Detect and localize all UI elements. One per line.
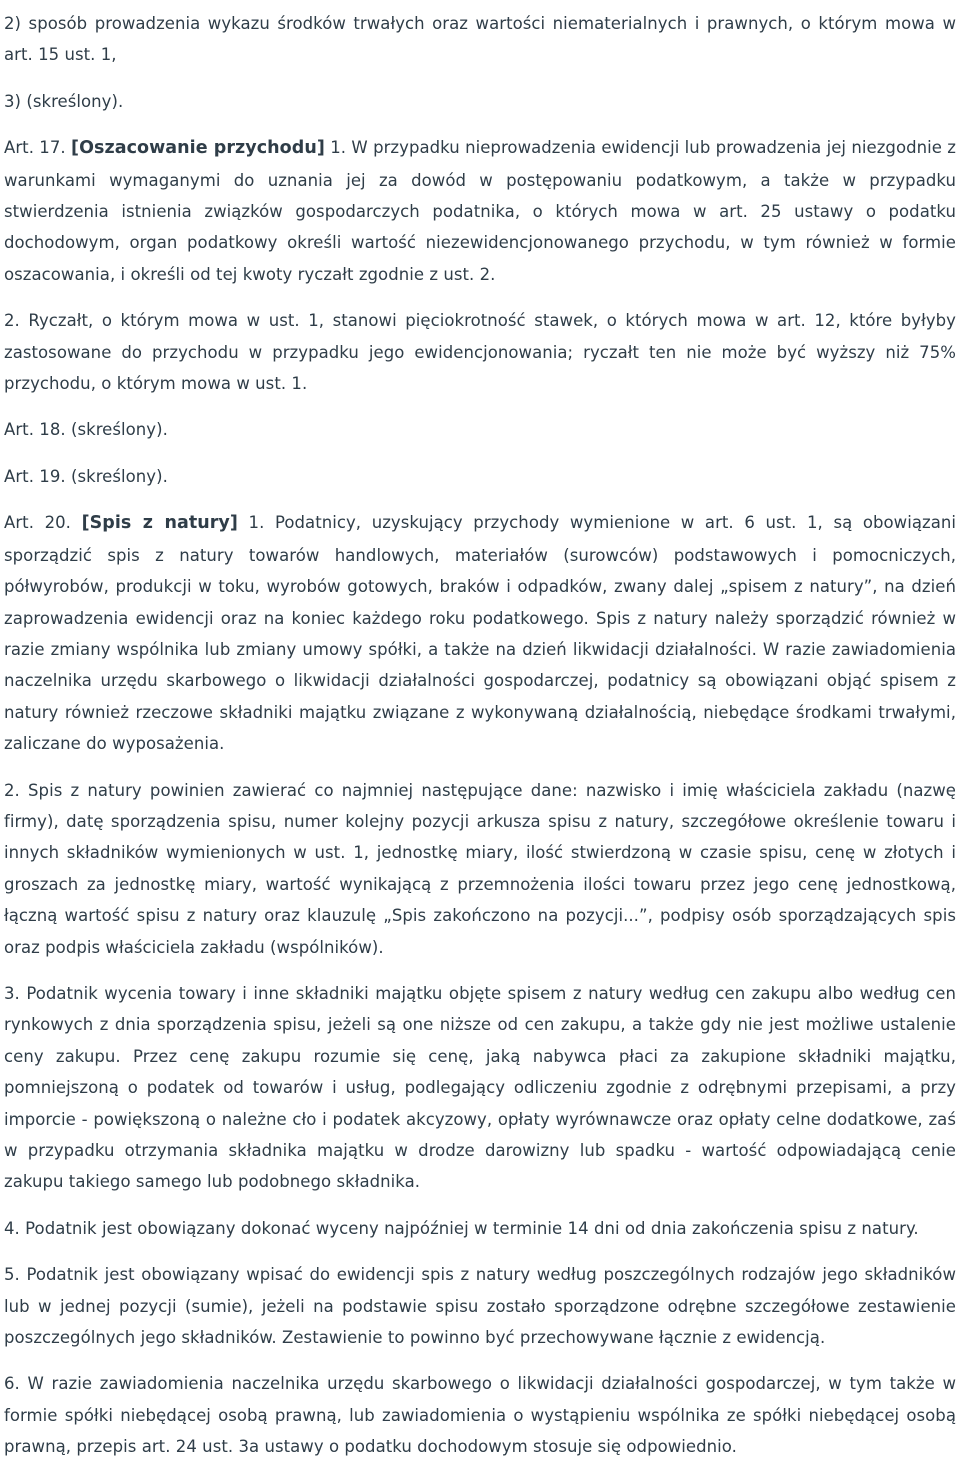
paragraph-art20-ust6 (4, 1368, 956, 1462)
paragraph-art19 (4, 461, 956, 492)
paragraph-text: 1. Podatnicy, uzyskujący przychody wymienione w art. 6 ust. 1, są obowiązani sporządzić spis z natury towarów handlowych, materiałów (surowców) podstawowych i pomocniczych, półwyrobów, produkcji w toku, wyrobów gotowych, braków i odpadków, zwany dalej „spisem z natury”, na dzień zaprowadzenia ewidencji oraz na koniec każdego roku podatkowego. Spis z natury należy sporządzić również w razie zmiany wspólnika lub zmiany umowy spółki, a także na dzień likwidacji działalności. W razie zawiadomienia naczelnika urzędu skarbowego o likwidacji działalności gospodarczej, podatnicy są obowiązani objąć spisem z natury również rzeczowe składniki majątku związane z wykonywaną działalnością, niebędące środkami trwałymi, zaliczane do wyposażenia. (4, 513, 957, 754)
paragraph-text: 4. Podatnik jest obowiązany dokonać wyceny najpóźniej w terminie 14 dni od dnia zakończenia spisu z natury. (4, 1218, 919, 1238)
article-heading: [Oszacowanie przychodu] (71, 138, 325, 159)
paragraph-art16-item3 (4, 86, 956, 117)
paragraph-art20-ust5 (4, 1259, 956, 1353)
paragraph-text: 3. Podatnik wycenia towary i inne składniki majątku objęte spisem z natury według cen zakupu albo według cen rynkowych z dnia sporządzenia spisu, jeżeli są one niższe od cen zakupu, a także gdy nie jest możliwe ustalenie ceny zakupu. Przez cenę zakupu rozumie się cenę, jaką nabywca płaci za zakupione składniki majątku, pomniejszoną o podatek od towarów i usług, podlegający odliczeniu zgodnie z odrębnymi przepisami, a przy imporcie - powiększoną o należne cło i podatek akcyzowy, opłaty wyrównawcze oraz opłaty celne dodatkowe, zaś w przypadku otrzymania składnika majątku w drodze darowizny lub spadku - wartość odpowiadającą cenie zakupu takiego samego lub podobnego składnika. (4, 983, 956, 1192)
paragraph-art17-ust2 (4, 305, 956, 399)
paragraph-text: 1. W przypadku nieprowadzenia ewidencji lub prowadzenia jej niezgodnie z warunkami wymaganymi do uznania jej za dowód w postępowaniu podatkowym, a także w przypadku stwierdzenia istnienia związków gospodarczych podatnika, o których mowa w art. 25 ustawy o podatku dochodowym, organ podatkowy określi wartość niezewidencjonowanego przychodu, w tym również w formie oszacowania, i określi od tej kwoty ryczałt zgodnie z ust. 2. (4, 138, 956, 284)
paragraph-text: 3) (skreślony). (4, 91, 124, 111)
paragraph-art20-ust4 (4, 1213, 956, 1244)
paragraph-text: 2) sposób prowadzenia wykazu środków trwałych oraz wartości niematerialnych i prawnych, o którym mowa w art. 15 ust. 1, (4, 14, 956, 65)
article-number: Art. 17. (4, 138, 72, 158)
article-number: Art. 20. (4, 513, 82, 533)
article-heading: [Spis z natury] (81, 513, 238, 534)
paragraph-text: Art. 18. (skreślony). (4, 420, 168, 440)
paragraph-art16-item2 (4, 8, 956, 71)
paragraph-art18 (4, 414, 956, 445)
paragraph-text: 6. W razie zawiadomienia naczelnika urzędu skarbowego o likwidacji działalności gospodarczej, w tym także w formie spółki niebędącej osobą prawną, lub zawiadomienia o wystąpieniu wspólnika ze spółki niebędącej osobą prawną, przepis art. 24 ust. 3a ustawy o podatku dochodowym stosuje się odpowiednio. (4, 1374, 956, 1457)
paragraph-art20-ust3 (4, 978, 956, 1198)
paragraph-art20-ust2 (4, 775, 956, 963)
paragraph-text: 5. Podatnik jest obowiązany wpisać do ewidencji spis z natury według poszczególnych rodzajów jego składników lub w jednej pozycji (sumie), jeżeli na podstawie spisu zostało sporządzone odrębne szczegółowe zestawienie poszczególnych jego składników. Zestawienie to powinno być przechowywane łącznie z ewidencją. (4, 1265, 956, 1348)
paragraph-art17-ust1 (4, 132, 956, 290)
paragraph-text: 2. Ryczałt, o którym mowa w ust. 1, stanowi pięciokrotność stawek, o których mowa w art. 12, które byłyby zastosowane do przychodu w przypadku jego ewidencjonowania; ryczałt ten nie może być wyższy niż 75% przychodu, o którym mowa w ust. 1. (4, 311, 956, 394)
paragraph-text: 2. Spis z natury powinien zawierać co najmniej następujące dane: nazwisko i imię właściciela zakładu (nazwę firmy), datę sporządzenia spisu, numer kolejny pozycji arkusza spisu z natury, szczegółowe określenie towaru i innych składników wymienionych w ust. 1, jednostkę miary, ilość stwierdzoną w czasie spisu, cenę w złotych i groszach za jednostkę miary, wartość wynikającą z przemnożenia ilości towaru przez jego cenę jednostkową, łączną wartość spisu z natury oraz klauzulę „Spis zakończono na pozycji...”, podpisy osób sporządzających spis oraz podpis właściciela zakładu (wspólników). (4, 780, 956, 957)
paragraph-text: Art. 19. (skreślony). (4, 466, 168, 486)
paragraph-art20-ust1 (4, 507, 956, 759)
